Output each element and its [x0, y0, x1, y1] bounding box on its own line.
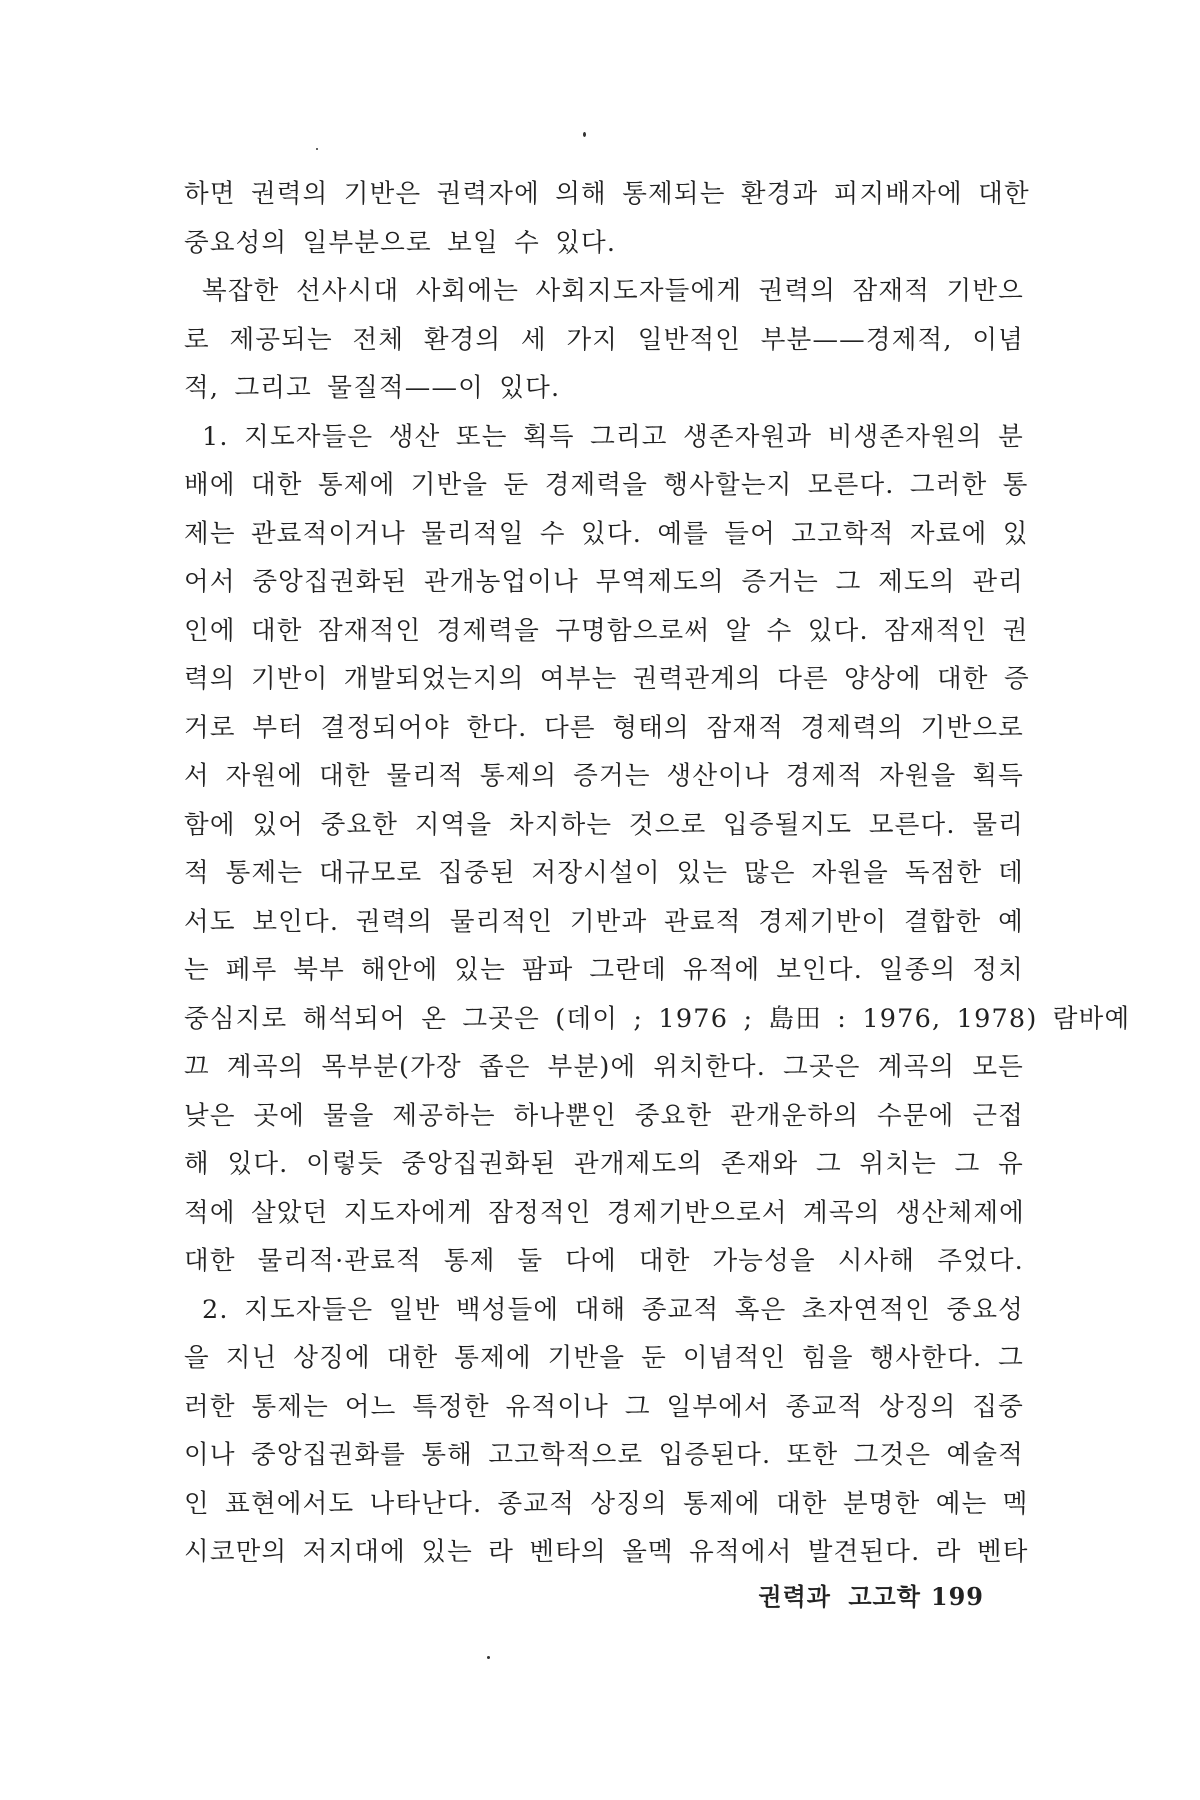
- text-line: 중심지로 해석되어 온 그곳은 (데이 ; 1976 ; 島田 : 1976, 1978) 람바예: [184, 1003, 1131, 1034]
- text-line: 적, 그리고 물질적——이 있다.: [184, 373, 561, 403]
- text-line: 하면 권력의 기반은 권력자에 의해 통제되는 환경과 피지배자에 대한: [184, 179, 1030, 209]
- text-line: 끄 계곡의 목부분(가장 좁은 부분)에 위치한다. 그곳은 계곡의 모든: [184, 1052, 1024, 1082]
- running-title: 권력과 고고학: [758, 1582, 921, 1611]
- text-line: 이나 중앙집권화를 통해 고고학적으로 입증된다. 또한 그것은 예술적: [184, 1440, 1024, 1470]
- text-line: 서도 보인다. 권력의 물리적인 기반과 관료적 경제기반이 결합한 예: [184, 906, 1024, 937]
- text-line: 배에 대한 통제에 기반을 둔 경제력을 행사할는지 모른다. 그러한 통: [184, 470, 1029, 500]
- text-line: 적에 살았던 지도자에게 잠정적인 경제기반으로서 계곡의 생산체제에: [184, 1197, 1025, 1228]
- ink-speck: [583, 132, 586, 137]
- text-line: 중요성의 일부분으로 보일 수 있다.: [184, 227, 617, 258]
- text-line: 제는 관료적이거나 물리적일 수 있다. 예를 들어 고고학적 자료에 있: [184, 518, 1029, 549]
- paragraph-start-line: 복잡한 선사시대 사회에는 사회지도자들에게 권력의 잠재적 기반으: [202, 276, 1024, 306]
- body-text: [184, 170, 1131, 1577]
- page-footer: [758, 1577, 984, 1612]
- text-line: 러한 통제는 어느 특정한 유적이나 그 일부에서 종교적 상징의 집중: [184, 1391, 1024, 1422]
- text-line: 을 지닌 상징에 대한 통제에 기반을 둔 이념적인 힘을 행사한다. 그: [184, 1343, 1024, 1373]
- text-line: 인 표현에서도 나타난다. 종교적 상징의 통제에 대한 분명한 예는 멕: [184, 1488, 1029, 1519]
- ink-speck: [487, 1656, 490, 1659]
- text-line: 서 자원에 대한 물리적 통제의 증거는 생산이나 경제적 자원을 획득: [184, 761, 1024, 791]
- list-item-1-start-line: 1. 지도자들은 생산 또는 획득 그리고 생존자원과 비생존자원의 분: [202, 421, 1024, 452]
- page-number: 199: [930, 1582, 984, 1611]
- text-line: 거로 부터 결정되어야 한다. 다른 형태의 잠재적 경제력의 기반으로: [184, 712, 1024, 743]
- text-line: 함에 있어 중요한 지역을 차지하는 것으로 입증될지도 모른다. 물리: [184, 809, 1024, 840]
- text-line: 적 통제는 대규모로 집중된 저장시설이 있는 많은 자원을 독점한 데: [184, 858, 1024, 888]
- text-line: 해 있다. 이렇듯 중앙집권화된 관개제도의 존재와 그 위치는 그 유: [184, 1149, 1024, 1179]
- list-item-2-start-line: 2. 지도자들은 일반 백성들에 대해 종교적 혹은 초자연적인 중요성: [202, 1294, 1024, 1325]
- text-line: 시코만의 저지대에 있는 라 벤타의 올멕 유적에서 발견된다. 라 벤타: [184, 1537, 1029, 1567]
- text-line: 낮은 곳에 물을 제공하는 하나뿐인 중요한 관개운하의 수문에 근접: [184, 1100, 1024, 1131]
- text-line: 어서 중앙집권화된 관개농업이나 무역제도의 증거는 그 제도의 관리: [184, 567, 1024, 597]
- ink-speck: [316, 148, 318, 150]
- text-line: 인에 대한 잠재적인 경제력을 구명함으로써 알 수 있다. 잠재적인 권: [184, 615, 1029, 646]
- text-line: 력의 기반이 개발되었는지의 여부는 권력관계의 다른 양상에 대한 증: [184, 664, 1030, 694]
- text-line: 로 제공되는 전체 환경의 세 가지 일반적인 부분——경제적, 이념: [184, 324, 1024, 355]
- text-line: 대한 물리적·관료적 통제 둘 다에 대한 가능성을 시사해 주었다.: [184, 1246, 1024, 1276]
- text-line: 는 페루 북부 해안에 있는 팜파 그란데 유적에 보인다. 일종의 정치: [184, 955, 1024, 985]
